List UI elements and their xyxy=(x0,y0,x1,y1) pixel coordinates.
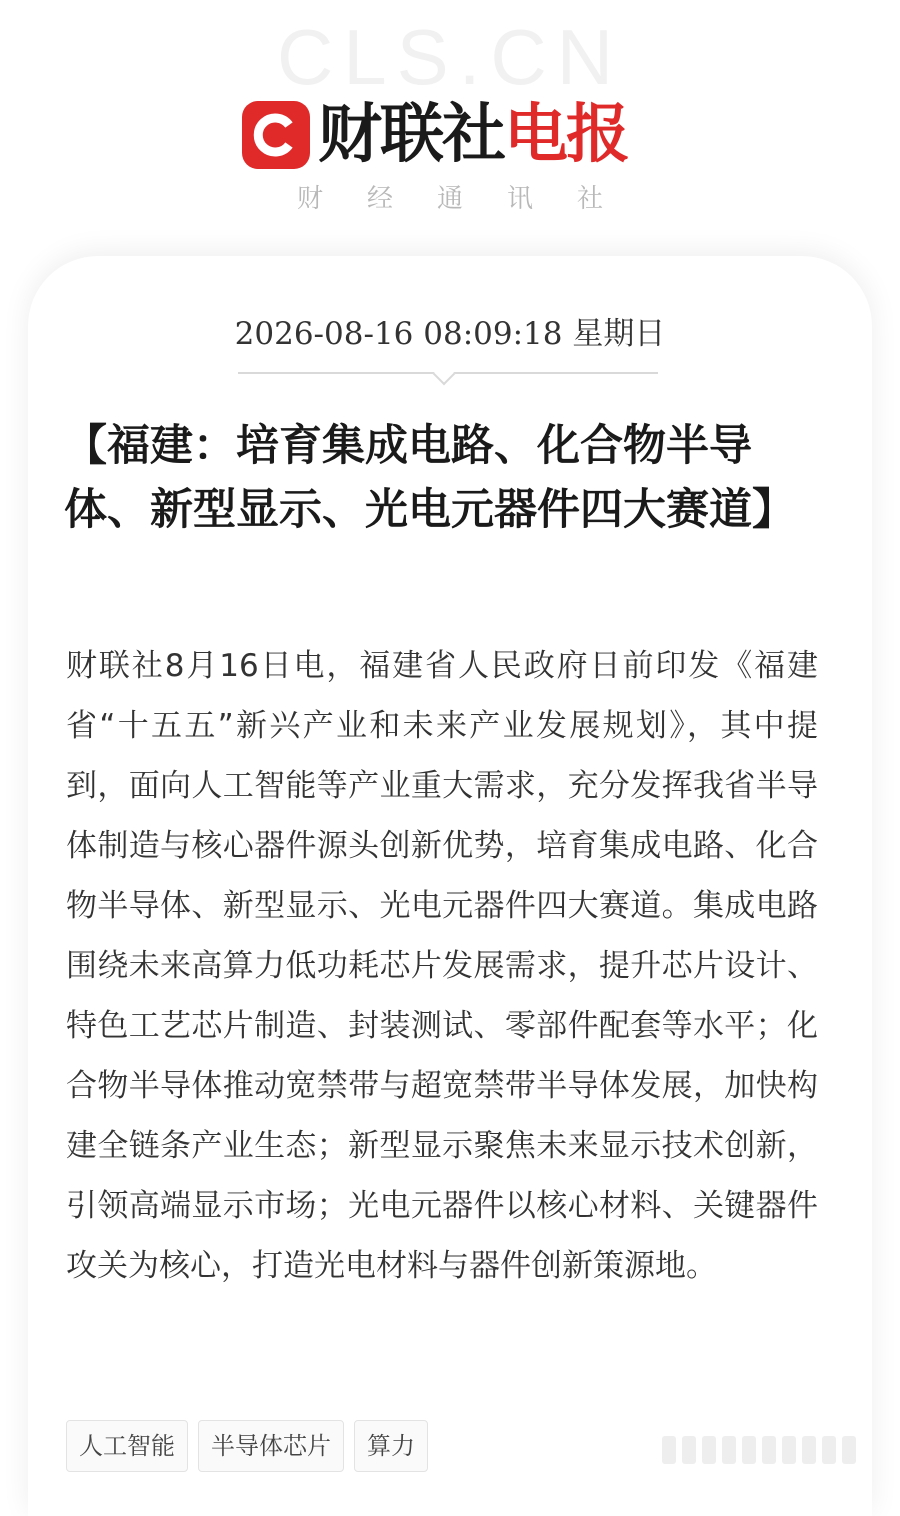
c-logo-icon xyxy=(242,101,310,169)
article-body: 财联社8月16日电，福建省人民政府日前印发《福建省“十五五”新兴产业和未来产业发展规划》，其中提到，面向人工智能等产业重大需求，充分发挥我省半导体制造与核心器件源头创新优势，培育集成电路、化合物半导体、新型显示、光电元器件四大赛道。集成电路围绕未来高算力低功耗芯片发展需求，提升芯片设计、特色工艺芯片制造、封装测试、零部件配套等水平；化合物半导体推动宽禁带与超宽禁带半导体发展，加快构建全链条产业生态；新型显示聚焦未来显示技术创新，引领高端显示市场；光电元器件以核心材料、关键器件攻关为核心，打造光电材料与器件创新策源地。 xyxy=(66,648,818,1284)
article-datetime: 2026-08-16 08:09:18 星期日 xyxy=(234,316,666,352)
brand-header xyxy=(0,0,900,250)
brand-name-highlight: 电报 xyxy=(504,98,628,172)
brand-name: 财联社 xyxy=(318,98,504,172)
corner-watermark-icon xyxy=(662,1430,872,1470)
brand-watermark: CLS.CN xyxy=(276,13,624,101)
tag-ai[interactable]: 人工智能 xyxy=(66,1420,188,1472)
brand-logo xyxy=(242,100,628,170)
article-headline: 【福建：培育集成电路、化合物半导体、新型显示、光电元器件四大赛道】 xyxy=(64,421,795,535)
tag-list xyxy=(66,1420,428,1472)
brand-tagline: 财经通讯社 xyxy=(296,184,647,214)
tag-computing-power[interactable]: 算力 xyxy=(354,1420,428,1472)
tag-semiconductor[interactable]: 半导体芯片 xyxy=(198,1420,344,1472)
